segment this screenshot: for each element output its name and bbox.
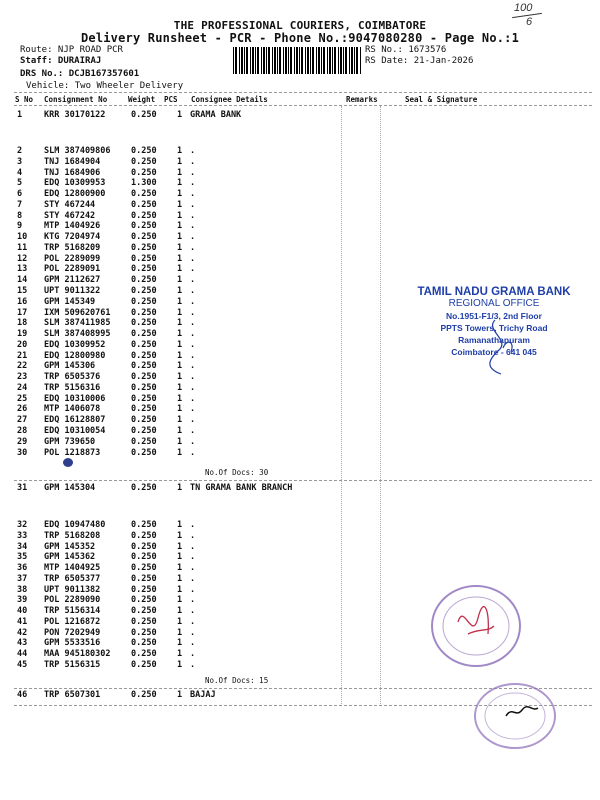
row-pcs: 1 xyxy=(177,350,183,361)
row-consignment-no: IXM 509620761 xyxy=(44,307,111,318)
row-pcs: 1 xyxy=(177,520,183,530)
row-sno: 19 xyxy=(17,329,28,340)
row-consignee: . xyxy=(190,552,196,563)
row-consignment-no: TNJ 1684904 xyxy=(44,156,101,167)
row-consignee: . xyxy=(190,286,196,296)
row-weight: 0.250 xyxy=(131,616,157,627)
row-weight: 0.250 xyxy=(131,541,157,552)
row-pcs: 1 xyxy=(177,264,183,275)
row-pcs: 1 xyxy=(177,552,183,563)
rs-number: RS No.: 1673576 xyxy=(365,45,447,55)
table-row xyxy=(0,404,600,414)
row-weight: 0.250 xyxy=(131,393,157,404)
table-row xyxy=(0,531,600,541)
col-pcs: PCS xyxy=(164,95,178,104)
table-row xyxy=(0,415,600,425)
row-pcs: 1 xyxy=(177,563,183,574)
row-consignee: . xyxy=(190,404,196,415)
table-row xyxy=(0,243,600,253)
row-consignment-no: POL 2289090 xyxy=(44,595,101,606)
row-sno: 34 xyxy=(17,541,28,552)
row-consignment-no: EDQ 10310006 xyxy=(44,393,106,404)
row-consignee: . xyxy=(190,264,196,275)
row-consignee: . xyxy=(190,606,196,617)
row-weight: 0.250 xyxy=(131,552,157,563)
row-weight: 0.250 xyxy=(131,520,157,530)
row-consignment-no: POL 2289091 xyxy=(44,264,101,275)
row-pcs: 1 xyxy=(177,167,183,178)
row-consignment-no: KTG 7204974 xyxy=(44,232,101,243)
row-consignment-no: GPM 2112627 xyxy=(44,275,101,286)
row-consignee: . xyxy=(190,616,196,627)
row-pcs: 1 xyxy=(177,541,183,552)
row-weight: 0.250 xyxy=(131,436,157,447)
row-consignee: TN GRAMA BANK BRANCH xyxy=(190,483,293,493)
row-sno: 5 xyxy=(17,178,23,189)
row-weight: 0.250 xyxy=(131,361,157,372)
staff-label: Staff: DURAIRAJ xyxy=(20,56,102,66)
row-pcs: 1 xyxy=(177,242,183,253)
table-row xyxy=(0,254,600,264)
stamp-address4: Coimbatore - 641 045 xyxy=(451,347,537,357)
row-pcs: 1 xyxy=(177,318,183,329)
row-weight: 0.250 xyxy=(131,595,157,606)
row-consignment-no: GPM 145352 xyxy=(44,541,96,552)
row-pcs: 1 xyxy=(177,232,183,243)
row-consignee: . xyxy=(190,520,196,530)
row-pcs: 1 xyxy=(177,221,183,232)
company-title: THE PROFESSIONAL COURIERS, COIMBATORE xyxy=(173,19,427,32)
row-weight: 0.250 xyxy=(131,415,157,426)
row-consignee: . xyxy=(190,253,196,264)
row-weight: 0.250 xyxy=(131,447,157,458)
table-row xyxy=(0,221,600,231)
row-weight: 0.250 xyxy=(131,350,157,361)
row-consignment-no: EDQ 12800900 xyxy=(44,189,106,200)
row-weight: 1.300 xyxy=(131,178,157,189)
row-consignee: . xyxy=(190,339,196,350)
row-consignment-no: GPM 5533516 xyxy=(44,638,101,649)
row-weight: 0.250 xyxy=(131,110,157,120)
row-weight: 0.250 xyxy=(131,483,157,493)
table-row xyxy=(0,232,600,242)
row-consignee: . xyxy=(190,210,196,221)
header-bottom-rule xyxy=(14,105,592,106)
row-consignment-no: KRR 30170122 xyxy=(44,110,106,120)
row-pcs: 1 xyxy=(177,627,183,638)
row-pcs: 1 xyxy=(177,329,183,340)
row-pcs: 1 xyxy=(177,616,183,627)
row-weight: 0.250 xyxy=(131,286,157,296)
row-consignment-no: SLM 387408995 xyxy=(44,329,111,340)
row-pcs: 1 xyxy=(177,447,183,458)
row-consignment-no: STY 467244 xyxy=(44,199,96,210)
row-consignee: . xyxy=(190,221,196,232)
row-pcs: 1 xyxy=(177,415,183,426)
table-row xyxy=(0,146,600,156)
table-row xyxy=(0,211,600,221)
row-sno: 2 xyxy=(17,146,23,156)
row-consignment-no: TRP 5156314 xyxy=(44,606,101,617)
row-consignee: . xyxy=(190,584,196,595)
row-sno: 31 xyxy=(17,483,28,493)
row-pcs: 1 xyxy=(177,426,183,437)
route-label: Route: NJP ROAD PCR xyxy=(20,45,123,55)
row-consignee: . xyxy=(190,541,196,552)
round-seal xyxy=(428,582,524,670)
column-headers xyxy=(0,95,600,105)
corner-note-bottom: 6 xyxy=(526,16,533,28)
row-weight: 0.250 xyxy=(131,318,157,329)
table-row xyxy=(0,157,600,167)
row-consignment-no: PON 7202949 xyxy=(44,627,101,638)
row-pcs: 1 xyxy=(177,110,183,120)
row-consignee: . xyxy=(190,178,196,189)
row-sno: 40 xyxy=(17,606,28,617)
row-sno: 20 xyxy=(17,339,28,350)
stamp-office: REGIONAL OFFICE xyxy=(448,298,540,309)
col-seal: Seal & Signature xyxy=(405,95,478,104)
row-sno: 38 xyxy=(17,584,28,595)
table-row xyxy=(0,189,600,199)
row-weight: 0.250 xyxy=(131,307,157,318)
table-row xyxy=(0,483,600,493)
row-weight: 0.250 xyxy=(131,189,157,200)
row-pcs: 1 xyxy=(177,275,183,286)
row-consignment-no: MAA 945180302 xyxy=(44,649,111,660)
row-consignee: . xyxy=(190,426,196,437)
row-weight: 0.250 xyxy=(131,530,157,541)
row-sno: 18 xyxy=(17,318,28,329)
row-pcs: 1 xyxy=(177,660,183,670)
table-row xyxy=(0,448,600,458)
row-sno: 43 xyxy=(17,638,28,649)
row-sno: 25 xyxy=(17,393,28,404)
row-sno: 14 xyxy=(17,275,28,286)
row-pcs: 1 xyxy=(177,638,183,649)
row-sno: 12 xyxy=(17,253,28,264)
row-consignment-no: GPM 739650 xyxy=(44,436,96,447)
row-pcs: 1 xyxy=(177,690,183,700)
row-weight: 0.250 xyxy=(131,329,157,340)
row-pcs: 1 xyxy=(177,189,183,200)
table-row xyxy=(0,552,600,562)
stamp-address1: No.1951-F1/3, 2nd Floor xyxy=(446,311,542,321)
stamp-address3: Ramanathapuram xyxy=(458,335,530,345)
row-consignment-no: TRP 5156315 xyxy=(44,660,101,670)
row-consignment-no: GPM 145306 xyxy=(44,361,96,372)
row-consignee: . xyxy=(190,595,196,606)
row-consignment-no: TRP 5156316 xyxy=(44,382,101,393)
ink-smudge xyxy=(63,458,73,467)
row-sno: 21 xyxy=(17,350,28,361)
row-consignment-no: TNJ 1684906 xyxy=(44,167,101,178)
row-consignee: . xyxy=(190,638,196,649)
row-consignee: . xyxy=(190,189,196,200)
row-consignee: . xyxy=(190,447,196,458)
row-pcs: 1 xyxy=(177,199,183,210)
row-consignment-no: SLM 387409806 xyxy=(44,146,111,156)
row-sno: 10 xyxy=(17,232,28,243)
row-consignment-no: EDQ 12800980 xyxy=(44,350,106,361)
row-pcs: 1 xyxy=(177,286,183,296)
row-weight: 0.250 xyxy=(131,426,157,437)
row-pcs: 1 xyxy=(177,210,183,221)
row-consignee: . xyxy=(190,530,196,541)
row-weight: 0.250 xyxy=(131,382,157,393)
row-consignee: GRAMA BANK xyxy=(190,110,242,120)
row-consignee: . xyxy=(190,382,196,393)
receiver-signature xyxy=(502,702,542,722)
row-pcs: 1 xyxy=(177,372,183,383)
row-consignee: . xyxy=(190,627,196,638)
row-pcs: 1 xyxy=(177,530,183,541)
row-weight: 0.250 xyxy=(131,404,157,415)
row-weight: 0.250 xyxy=(131,199,157,210)
row-sno: 26 xyxy=(17,404,28,415)
row-consignment-no: POL 2289099 xyxy=(44,253,101,264)
row-pcs: 1 xyxy=(177,483,183,493)
row-consignment-no: POL 1216872 xyxy=(44,616,101,627)
row-consignee: . xyxy=(190,573,196,584)
row-consignment-no: GPM 145349 xyxy=(44,296,96,307)
row-consignment-no: TRP 5168208 xyxy=(44,530,101,541)
row-consignee: . xyxy=(190,296,196,307)
row-weight: 0.250 xyxy=(131,638,157,649)
corner-note-top: 100 xyxy=(514,2,533,14)
row-pcs: 1 xyxy=(177,393,183,404)
row-pcs: 1 xyxy=(177,595,183,606)
row-consignee: . xyxy=(190,199,196,210)
rs-date: RS Date: 21-Jan-2026 xyxy=(365,56,474,66)
row-sno: 7 xyxy=(17,199,23,210)
row-consignment-no: GPM 145362 xyxy=(44,552,96,563)
row-consignee: . xyxy=(190,146,196,156)
row-sno: 15 xyxy=(17,286,28,296)
row-consignee: . xyxy=(190,318,196,329)
col-consignee: Consignee Details xyxy=(191,95,268,104)
row-pcs: 1 xyxy=(177,307,183,318)
row-pcs: 1 xyxy=(177,156,183,167)
row-weight: 0.250 xyxy=(131,584,157,595)
row-consignee: . xyxy=(190,393,196,404)
row-pcs: 1 xyxy=(177,339,183,350)
row-consignee: . xyxy=(190,649,196,660)
table-row xyxy=(0,200,600,210)
row-pcs: 1 xyxy=(177,404,183,415)
row-sno: 37 xyxy=(17,573,28,584)
row-consignee: . xyxy=(190,436,196,447)
row-sno: 36 xyxy=(17,563,28,574)
row-sno: 8 xyxy=(17,210,23,221)
row-consignee: . xyxy=(190,275,196,286)
row-consignee: . xyxy=(190,232,196,243)
group1-total: No.Of Docs: 30 xyxy=(205,468,269,477)
row-pcs: 1 xyxy=(177,296,183,307)
group1-rule xyxy=(14,480,592,481)
table-row xyxy=(0,275,600,285)
row-pcs: 1 xyxy=(177,361,183,372)
row-consignment-no: EDQ 10309952 xyxy=(44,339,106,350)
barcode xyxy=(233,47,361,74)
row-consignment-no: UPT 9011322 xyxy=(44,286,101,296)
row-weight: 0.250 xyxy=(131,563,157,574)
row-consignment-no: TRP 6505376 xyxy=(44,372,101,383)
row-pcs: 1 xyxy=(177,584,183,595)
row-consignee: . xyxy=(190,361,196,372)
row-sno: 35 xyxy=(17,552,28,563)
row-pcs: 1 xyxy=(177,606,183,617)
row-consignee: . xyxy=(190,372,196,383)
row-consignment-no: SLM 387411985 xyxy=(44,318,111,329)
row-sno: 30 xyxy=(17,447,28,458)
row-sno: 6 xyxy=(17,189,23,200)
row-consignee: . xyxy=(190,307,196,318)
col-remarks: Remarks xyxy=(346,95,378,104)
row-weight: 0.250 xyxy=(131,275,157,286)
row-sno: 1 xyxy=(17,110,23,120)
row-weight: 0.250 xyxy=(131,660,157,670)
row-consignment-no: GPM 145304 xyxy=(44,483,96,493)
row-weight: 0.250 xyxy=(131,690,157,700)
row-consignment-no: TRP 6507301 xyxy=(44,690,101,700)
row-pcs: 1 xyxy=(177,253,183,264)
row-weight: 0.250 xyxy=(131,296,157,307)
row-weight: 0.250 xyxy=(131,232,157,243)
row-consignment-no: POL 1218873 xyxy=(44,447,101,458)
row-consignee: . xyxy=(190,242,196,253)
row-consignee: . xyxy=(190,415,196,426)
row-sno: 24 xyxy=(17,382,28,393)
col-sno: S No xyxy=(15,95,34,104)
row-sno: 28 xyxy=(17,426,28,437)
table-row xyxy=(0,563,600,573)
row-consignee: . xyxy=(190,167,196,178)
row-weight: 0.250 xyxy=(131,339,157,350)
row-weight: 0.250 xyxy=(131,649,157,660)
row-sno: 23 xyxy=(17,372,28,383)
row-consignee: . xyxy=(190,350,196,361)
row-weight: 0.250 xyxy=(131,167,157,178)
table-row xyxy=(0,264,600,274)
table-row xyxy=(0,394,600,404)
row-sno: 33 xyxy=(17,530,28,541)
row-consignment-no: STY 467242 xyxy=(44,210,96,221)
row-consignee: . xyxy=(190,563,196,574)
row-consignee: BAJAJ xyxy=(190,690,216,700)
group2-total: No.Of Docs: 15 xyxy=(205,676,269,685)
row-pcs: 1 xyxy=(177,436,183,447)
row-pcs: 1 xyxy=(177,649,183,660)
table-row xyxy=(0,426,600,436)
table-row xyxy=(0,542,600,552)
row-weight: 0.250 xyxy=(131,242,157,253)
row-consignment-no: TRP 5168209 xyxy=(44,242,101,253)
row-pcs: 1 xyxy=(177,178,183,189)
table-row xyxy=(0,178,600,188)
row-sno: 46 xyxy=(17,690,28,700)
row-sno: 13 xyxy=(17,264,28,275)
row-weight: 0.250 xyxy=(131,606,157,617)
row-weight: 0.250 xyxy=(131,627,157,638)
row-sno: 4 xyxy=(17,167,23,178)
drs-label: DRS No.: DCJB167357601 xyxy=(20,69,140,79)
row-sno: 44 xyxy=(17,649,28,660)
row-weight: 0.250 xyxy=(131,372,157,383)
row-sno: 17 xyxy=(17,307,28,318)
row-weight: 0.250 xyxy=(131,253,157,264)
row-weight: 0.250 xyxy=(131,210,157,221)
row-weight: 0.250 xyxy=(131,573,157,584)
signature-blue xyxy=(455,318,535,378)
row-weight: 0.250 xyxy=(131,146,157,156)
row-pcs: 1 xyxy=(177,573,183,584)
row-sno: 39 xyxy=(17,595,28,606)
row-pcs: 1 xyxy=(177,146,183,156)
row-consignment-no: MTP 1404926 xyxy=(44,221,101,232)
row-weight: 0.250 xyxy=(131,221,157,232)
col-consignment: Consignment No xyxy=(44,95,108,104)
row-weight: 0.250 xyxy=(131,264,157,275)
row-sno: 27 xyxy=(17,415,28,426)
row-sno: 22 xyxy=(17,361,28,372)
row-sno: 42 xyxy=(17,627,28,638)
row-consignment-no: UPT 9011382 xyxy=(44,584,101,595)
table-row xyxy=(0,383,600,393)
row-consignment-no: TRP 6505377 xyxy=(44,573,101,584)
table-row xyxy=(0,168,600,178)
row-sno: 32 xyxy=(17,520,28,530)
row-consignment-no: EDQ 10309953 xyxy=(44,178,106,189)
vehicle-label: Vehicle: Two Wheeler Delivery xyxy=(26,81,184,91)
row-consignment-no: EDQ 16128807 xyxy=(44,415,106,426)
row-consignee: . xyxy=(190,660,196,670)
row-consignment-no: EDQ 10310054 xyxy=(44,426,106,437)
row-sno: 9 xyxy=(17,221,23,232)
col-weight: Weight xyxy=(128,95,156,104)
row-pcs: 1 xyxy=(177,382,183,393)
row-sno: 3 xyxy=(17,156,23,167)
row-consignee: . xyxy=(190,156,196,167)
row-weight: 0.250 xyxy=(131,156,157,167)
header-top-rule xyxy=(14,92,592,93)
table-row xyxy=(0,437,600,447)
row-consignment-no: EDQ 10947480 xyxy=(44,520,106,530)
row-consignment-no: MTP 1404925 xyxy=(44,563,101,574)
row-consignee: . xyxy=(190,329,196,340)
row-sno: 41 xyxy=(17,616,28,627)
row-sno: 11 xyxy=(17,242,28,253)
table-row xyxy=(0,110,600,120)
row-consignment-no: MTP 1406078 xyxy=(44,404,101,415)
row-sno: 16 xyxy=(17,296,28,307)
row-sno: 29 xyxy=(17,436,28,447)
runsheet-subtitle: Delivery Runsheet - PCR - Phone No.:9047080280 - Page No.:1 xyxy=(80,31,520,45)
stamp-address2: PPTS Towers, Trichy Road xyxy=(440,323,548,333)
stamp-bank-name: TAMIL NADU GRAMA BANK xyxy=(417,286,571,298)
row-sno: 45 xyxy=(17,660,28,670)
table-row xyxy=(0,520,600,530)
